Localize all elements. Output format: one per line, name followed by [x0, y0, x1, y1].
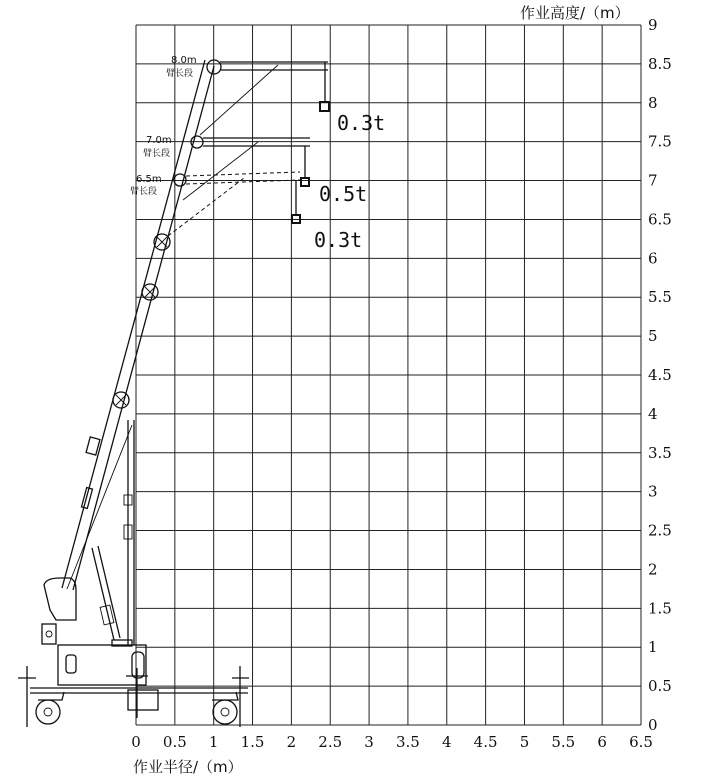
- x-tick-label: 5: [519, 733, 530, 751]
- chart-grid: [136, 25, 641, 725]
- y-tick-label: 6.5: [648, 210, 672, 229]
- hook-block-icon: [320, 102, 329, 111]
- y-tick-label: 0.5: [648, 677, 672, 696]
- x-tick-label: 6.5: [629, 733, 653, 751]
- x-axis-label: 作业半径/（m）: [133, 758, 243, 776]
- y-tick-label: 7: [648, 171, 658, 190]
- x-tick-label: 4: [441, 733, 452, 751]
- x-tick-label: 2.5: [318, 733, 343, 751]
- y-tick-label: 4: [648, 404, 658, 423]
- jib-8m: [200, 60, 329, 135]
- load-label: 0.3t: [337, 111, 386, 135]
- y-tick-label: 8: [648, 93, 658, 112]
- y-axis-ticks: [648, 16, 672, 734]
- jib-sub-label: 臂长段: [166, 69, 194, 79]
- y-tick-label: 3: [648, 482, 658, 501]
- jib-6-5m: [168, 172, 300, 236]
- x-tick-label: 1.5: [240, 733, 265, 751]
- x-tick-label: 3.5: [395, 733, 420, 751]
- y-tick-label: 8.5: [648, 54, 672, 73]
- y-tick-label: 3.5: [648, 443, 672, 462]
- x-tick-label: 0.5: [162, 733, 187, 751]
- y-tick-label: 1.5: [648, 599, 672, 618]
- x-tick-label: 2: [286, 733, 297, 751]
- y-tick-label: 2: [648, 560, 658, 579]
- x-tick-label: 3: [364, 733, 374, 751]
- y-tick-label: 6: [648, 249, 658, 268]
- jib-sub-label: 臂长段: [143, 149, 171, 159]
- x-tick-label: 4.5: [473, 733, 498, 751]
- jib-sub-label: 臂长段: [130, 187, 158, 197]
- wheel-icon: [36, 700, 60, 724]
- y-tick-label: 1: [648, 638, 658, 657]
- y-tick-label: 5.5: [648, 288, 672, 307]
- x-tick-label: 5.5: [551, 733, 576, 751]
- jib-length-label: 6.5m: [136, 174, 162, 185]
- y-tick-label: 4.5: [648, 366, 672, 384]
- wheel-icon: [213, 700, 237, 724]
- jib-length-label: 8.0m: [171, 55, 197, 66]
- y-tick-label: 9: [648, 16, 658, 34]
- x-tick-label: 6: [597, 733, 607, 751]
- y-tick-label: 5: [648, 327, 658, 346]
- jib-length-label: 7.0m: [146, 135, 172, 146]
- x-tick-label: 0: [131, 733, 141, 751]
- hook-block-icon: [301, 178, 309, 186]
- y-tick-label: 7.5: [648, 132, 672, 151]
- x-axis-ticks: [131, 733, 653, 751]
- y-tick-label: 2.5: [648, 521, 672, 540]
- y-tick-label: 0: [648, 716, 658, 734]
- y-axis-label: 作业高度/（m）: [520, 4, 630, 22]
- load-label: 0.5t: [319, 182, 368, 206]
- x-tick-label: 1: [208, 733, 219, 751]
- load-label: 0.3t: [314, 228, 363, 252]
